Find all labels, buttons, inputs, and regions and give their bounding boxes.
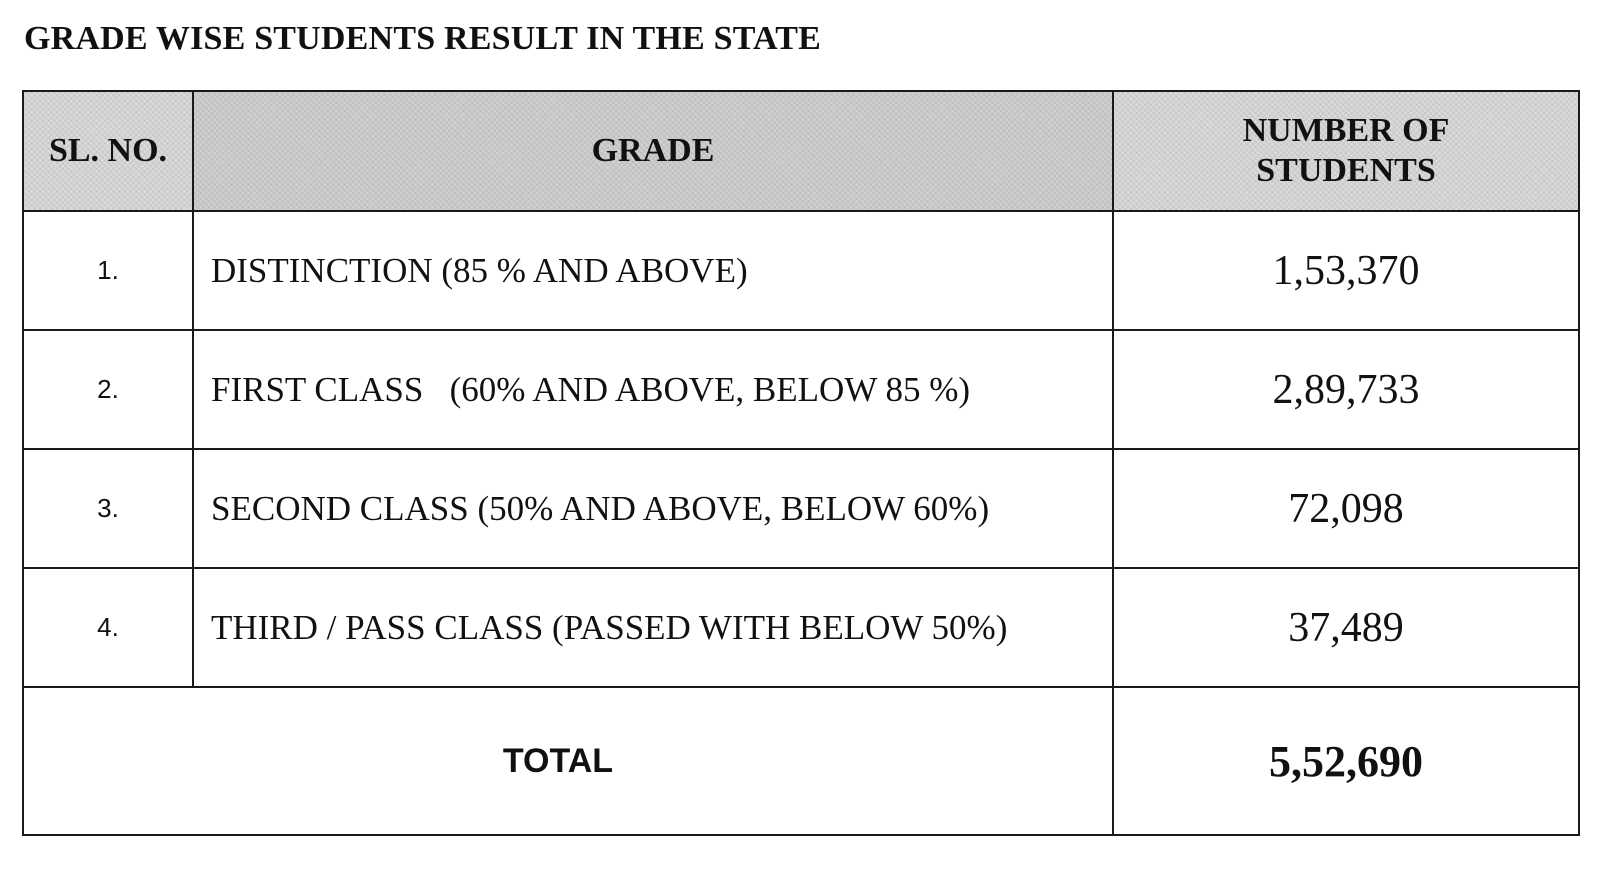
total-student-count: 5,52,690 [1113, 687, 1579, 835]
table-row [23, 449, 1579, 568]
row-sl-no: 3. [23, 449, 193, 568]
row-sl-no: 4. [23, 568, 193, 687]
header-count-line2: STUDENTS [1256, 152, 1436, 189]
table-row [23, 211, 1579, 330]
header-sl-no: SL. NO. [23, 91, 193, 211]
row-grade: DISTINCTION (85 % AND ABOVE) [193, 211, 1113, 330]
header-count-line1: NUMBER OF [1242, 111, 1450, 149]
total-row [23, 687, 1579, 835]
total-label: TOTAL [23, 687, 1113, 835]
header-number-of-students [1113, 91, 1579, 211]
table-row [23, 330, 1579, 449]
row-sl-no: 2. [23, 330, 193, 449]
header-number-of-students-text [1216, 111, 1476, 191]
row-sl-no: 1. [23, 211, 193, 330]
row-grade: FIRST CLASS (60% AND ABOVE, BELOW 85 %) [193, 330, 1113, 449]
row-student-count: 37,489 [1113, 568, 1579, 687]
header-grade: GRADE [193, 91, 1113, 211]
grade-results-table [22, 90, 1580, 836]
page-title: GRADE WISE STUDENTS RESULT IN THE STATE [24, 20, 822, 57]
row-grade: THIRD / PASS CLASS (PASSED WITH BELOW 50%) [193, 568, 1113, 687]
row-student-count: 72,098 [1113, 449, 1579, 568]
row-grade: SECOND CLASS (50% AND ABOVE, BELOW 60%) [193, 449, 1113, 568]
row-student-count: 1,53,370 [1113, 211, 1579, 330]
table-header-row [23, 91, 1579, 211]
row-student-count: 2,89,733 [1113, 330, 1579, 449]
table-row [23, 568, 1579, 687]
